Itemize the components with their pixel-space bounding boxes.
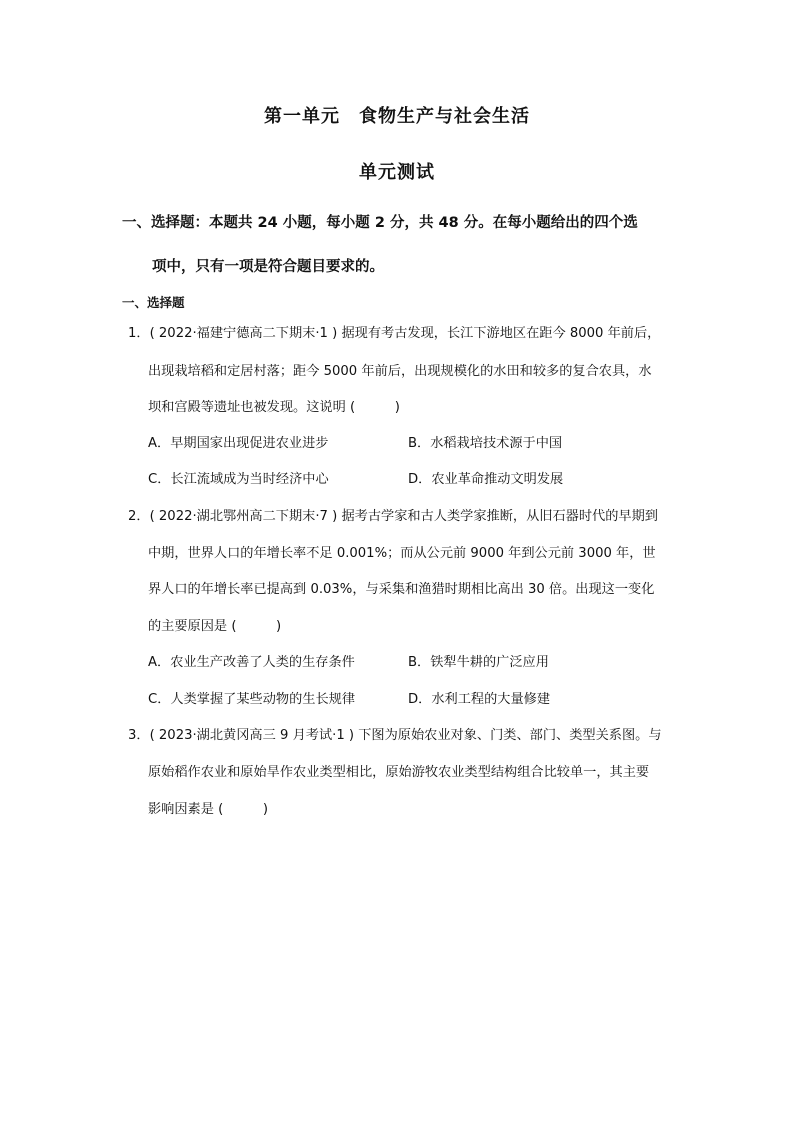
question-1-line-3: 坝和宫殿等遗址也被发现。这说明 ( ) bbox=[148, 400, 400, 415]
question-2-option-d[interactable]: D．水利工程的大量修建 bbox=[408, 692, 551, 707]
question-2-option-a[interactable]: A．农业生产改善了人类的生存条件 bbox=[148, 655, 355, 670]
section-label: 一、选择题 bbox=[122, 295, 185, 310]
page-subtitle: 单元测试 bbox=[359, 162, 435, 183]
page-title: 第一单元 食物生产与社会生活 bbox=[264, 106, 530, 127]
question-2-option-b[interactable]: B．铁犁牛耕的广泛应用 bbox=[408, 655, 549, 670]
question-1-option-d[interactable]: D．农业革命推动文明发展 bbox=[408, 472, 564, 487]
instructions-line-2: 项中，只有一项是符合题目要求的。 bbox=[152, 259, 384, 275]
question-3-line-2: 原始稻作农业和原始旱作农业类型相比，原始游牧农业类型结构组合比较单一，其主要 bbox=[148, 765, 650, 780]
question-1-option-a[interactable]: A．早期国家出现促进农业进步 bbox=[148, 436, 329, 451]
question-2-option-c[interactable]: C．人类掌握了某些动物的生长规律 bbox=[148, 692, 356, 707]
question-1-option-c[interactable]: C．长江流域成为当时经济中心 bbox=[148, 472, 329, 487]
question-2-line-3: 界人口的年增长率已提高到 0.03%，与采集和渔猎时期相比高出 30 倍。出现这一变化 bbox=[148, 582, 655, 597]
question-1-line-2: 出现栽培稻和定居村落；距今 5000 年前后，出现规模化的水田和较多的复合农具，水 bbox=[148, 364, 652, 379]
question-1-line-1: 1．( 2022·福建宁德高二下期末·1 ) 据现有考古发现，长江下游地区在距今 8000 年前后， bbox=[128, 326, 661, 341]
question-3-line-1: 3．( 2023·湖北黄冈高三 9 月考试·1 ) 下图为原始农业对象、门类、部门、类型关系图。与 bbox=[128, 728, 662, 743]
question-3-line-3: 影响因素是 ( ) bbox=[148, 802, 268, 817]
question-2-line-2: 中期，世界人口的年增长率不足 0.001%；而从公元前 9000 年到公元前 3000 年，世 bbox=[148, 546, 656, 561]
instructions-line-1: 一、选择题：本题共 24 小题，每小题 2 分，共 48 分。在每小题给出的四个选 bbox=[122, 215, 638, 231]
question-2-line-1: 2．( 2022·湖北鄂州高二下期末·7 ) 据考古学家和古人类学家推断，从旧石器时代的早期到 bbox=[128, 509, 658, 524]
question-2-line-4: 的主要原因是 ( ) bbox=[148, 619, 282, 634]
question-1-option-b[interactable]: B．水稻栽培技术源于中国 bbox=[408, 436, 563, 451]
